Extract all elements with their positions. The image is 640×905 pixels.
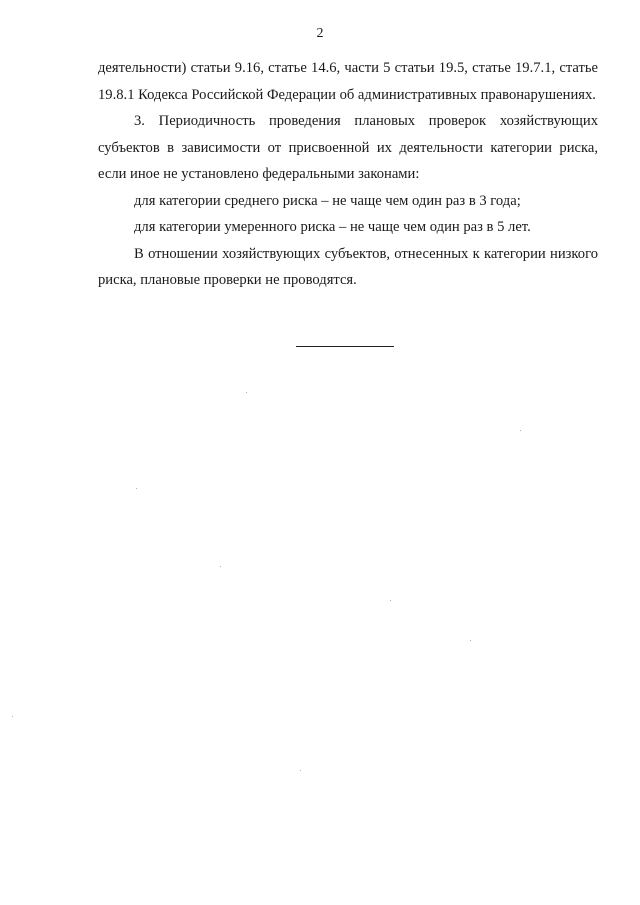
paragraph-continuation: деятельности) статьи 9.16, статье 14.6, части 5 статьи 19.5, статье 19.7.1, статье 19.8.1 Кодекса Российской Федерации об административных правонарушениях.	[98, 60, 598, 103]
paragraph-low-risk: В отношении хозяйствующих субъектов, отнесенных к категории низкого риска, плановые проверки не проводятся.	[98, 245, 598, 288]
paragraph-inspection-frequency: 3. Периодичность проведения плановых проверок хозяйствующих субъектов в зависимости от присвоенной их деятельности категории риска, если иное не установлено федеральными законами:	[98, 113, 598, 182]
paragraph-moderate-risk: для категории умеренного риска – не чаще чем один раз в 5 лет.	[134, 219, 531, 235]
paragraph-medium-risk: для категории среднего риска – не чаще чем один раз в 3 года;	[134, 192, 521, 209]
end-divider-line	[296, 346, 394, 347]
page-number: 2	[316, 26, 324, 41]
document-body	[98, 55, 598, 294]
